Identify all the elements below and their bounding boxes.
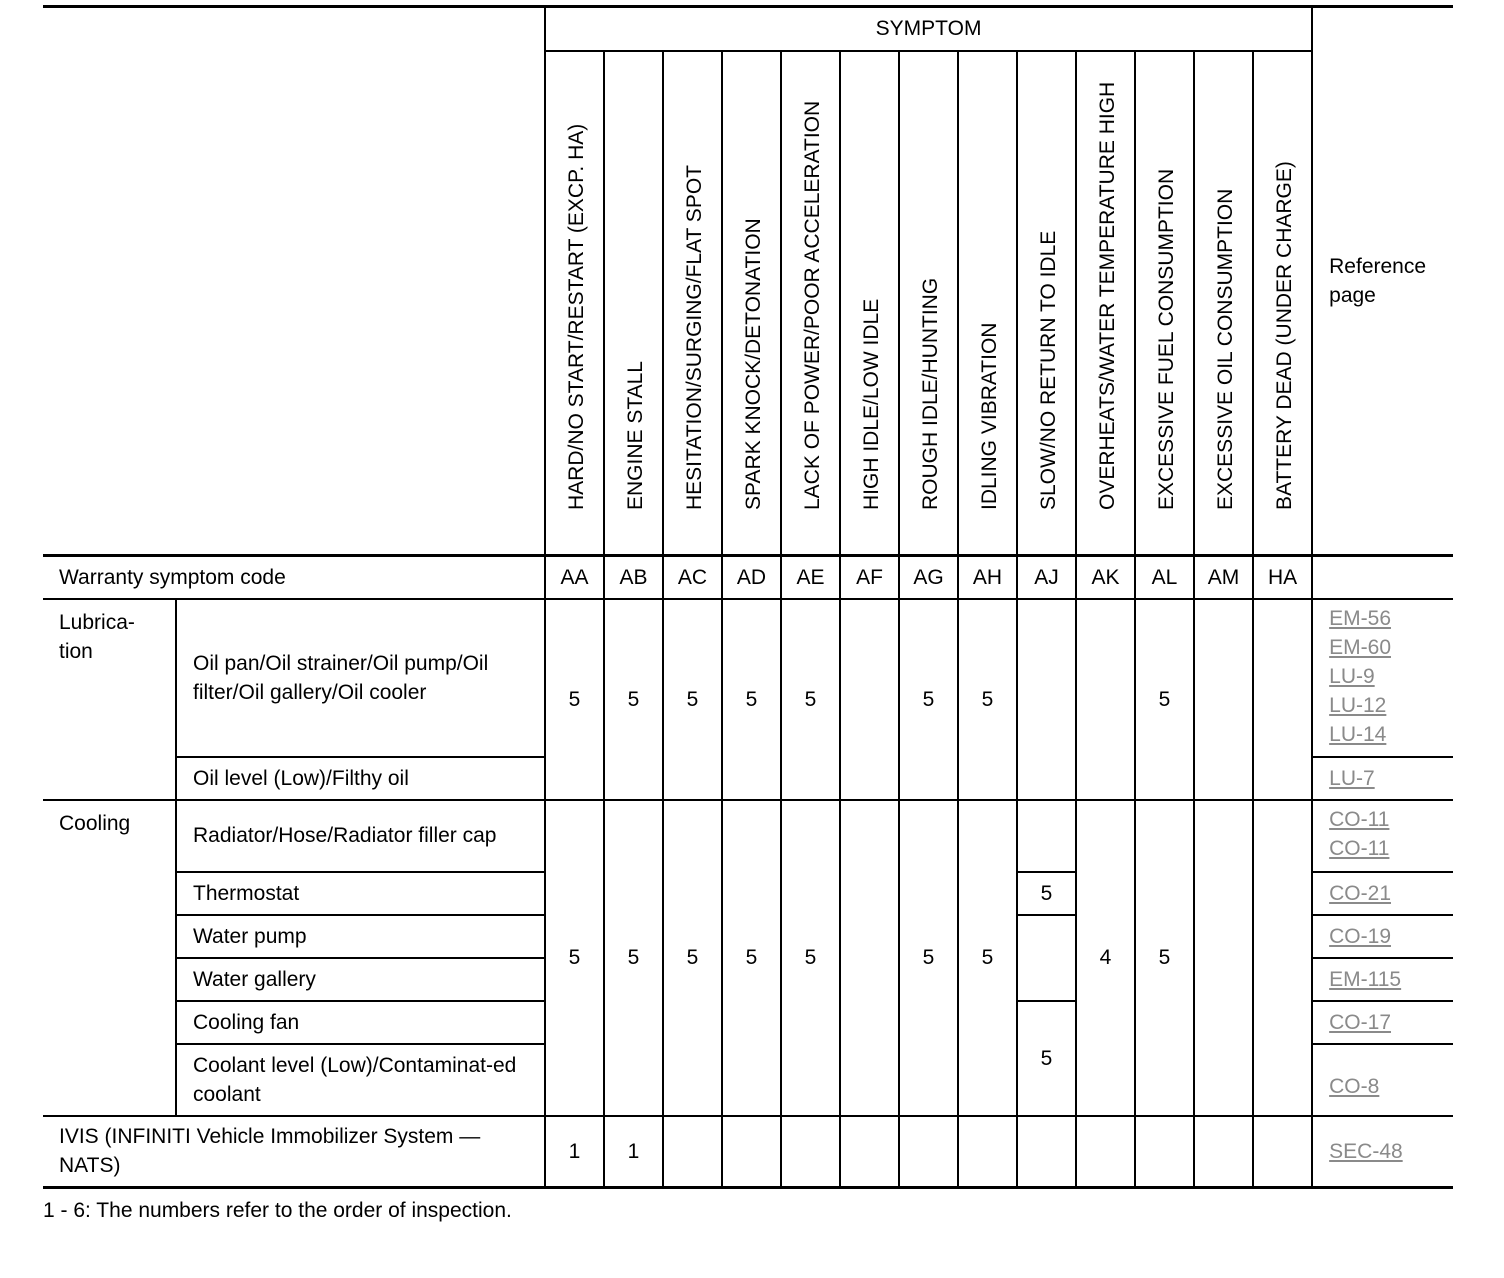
value-cell-aj-thermostat: 5 [1017,872,1076,915]
symptom-label: ROUGH IDLE/HUNTING [918,277,942,510]
value-cell: 5 [1135,800,1194,1116]
symptom-header-cell [545,51,604,556]
symptom-label: ENGINE STALL [623,361,647,510]
ref-cell [1312,1116,1453,1188]
symptom-header-cell [722,51,781,556]
value-cell: 1 [545,1116,604,1188]
symptom-header-cell [1194,51,1253,556]
symptom-table [43,5,1453,1189]
group-lubrication [43,599,176,800]
symptom-title: SYMPTOM [545,7,1312,51]
item-ivis-label: IVIS (INFINITI Vehicle Immobilizer System — NATS) [59,1125,481,1178]
warranty-code: AC [663,556,722,599]
symptom-label: SLOW/NO RETURN TO IDLE [1036,230,1060,510]
warranty-code: AE [781,556,840,599]
symptom-label: IDLING VIBRATION [977,322,1001,510]
value-cell: 5 [604,800,663,1116]
value-cell: 5 [958,800,1017,1116]
reference-page-title: Reference page [1329,255,1427,307]
ref-link[interactable]: CO-8 [1329,1075,1380,1098]
value-cell [1194,800,1253,1116]
warranty-label: Warranty symptom code [43,556,545,599]
value-cell [722,1116,781,1188]
symptom-header-cell [958,51,1017,556]
symptom-label: EXCESSIVE FUEL CONSUMPTION [1154,168,1178,510]
value-cell: 5 [722,800,781,1116]
ref-link[interactable]: EM-60 [1329,635,1391,659]
item-oil-level: Oil level (Low)/Filthy oil [176,757,545,800]
item-coolant-level [176,1044,545,1116]
item-oil-pan: Oil pan/Oil strainer/Oil pump/Oil filter/Oil gallery/Oil cooler [176,599,545,757]
ref-link[interactable]: EM-115 [1329,967,1402,991]
warranty-code: AB [604,556,663,599]
value-cell: 5 [899,800,958,1116]
symptom-header-cell [781,51,840,556]
value-cell: 4 [1076,800,1135,1116]
symptom-header-cell [840,51,899,556]
warranty-code: AH [958,556,1017,599]
ref-link[interactable]: CO-11 [1329,836,1390,860]
value-cell [781,1116,840,1188]
symptom-label: LACK OF POWER/POOR ACCELERATION [800,100,824,510]
symptom-label: BATTERY DEAD (UNDER CHARGE) [1272,161,1296,510]
value-cell: 5 [663,599,722,800]
symptom-label: HIGH IDLE/LOW IDLE [859,298,883,510]
value-cell [1017,1116,1076,1188]
value-cell [1253,1116,1312,1188]
value-cell: 5 [722,599,781,800]
reference-page-header [1312,7,1453,556]
value-cell [1194,599,1253,800]
ref-link[interactable]: SEC-48 [1329,1139,1403,1163]
ref-cell [1312,872,1453,915]
symptom-label: OVERHEATS/WATER TEMPERATURE HIGH [1095,81,1119,510]
value-cell [840,1116,899,1188]
warranty-code: AG [899,556,958,599]
ref-cell [1312,915,1453,958]
warranty-code: AM [1194,556,1253,599]
value-cell-aj-radiator [1017,800,1076,872]
warranty-code: HA [1253,556,1312,599]
value-cell [1194,1116,1253,1188]
ref-link[interactable]: EM-56 [1329,606,1391,630]
symptom-header-cell [1253,51,1312,556]
ref-link[interactable]: LU-7 [1329,766,1375,790]
warranty-code: AD [722,556,781,599]
ref-link[interactable]: LU-14 [1329,722,1387,746]
value-cell [1076,1116,1135,1188]
ref-link[interactable]: CO-17 [1329,1010,1391,1034]
value-cell: 5 [545,599,604,800]
value-cell: 5 [781,599,840,800]
warranty-code: AJ [1017,556,1076,599]
value-cell: 5 [1135,599,1194,800]
ref-cell [1312,599,1453,757]
warranty-code: AL [1135,556,1194,599]
value-cell [663,1116,722,1188]
symptom-header-cell [1076,51,1135,556]
group-lubrication-label: Lubrica-tion [59,610,135,663]
symptom-label: SPARK KNOCK/DETONATION [741,218,765,510]
value-cell [1135,1116,1194,1188]
value-cell [840,800,899,1116]
symptom-label: HARD/NO START/RESTART (EXCP. HA) [564,123,588,510]
header-blank-cell [43,7,545,556]
value-cell: 1 [604,1116,663,1188]
item-coolant-level-label: Coolant level (Low)/Contaminat-ed coolant [193,1053,517,1106]
ref-link[interactable]: LU-12 [1329,693,1387,717]
value-cell [1253,800,1312,1116]
group-cooling: Cooling [43,800,176,1116]
symptom-header-cell [1135,51,1194,556]
warranty-code: AK [1076,556,1135,599]
value-cell [840,599,899,800]
ref-cell [1312,757,1453,800]
item-radiator: Radiator/Hose/Radiator filler cap [176,800,545,872]
warranty-code: AA [545,556,604,599]
symptom-label: EXCESSIVE OIL CONSUMPTION [1213,188,1237,510]
symptom-label: HESITATION/SURGING/FLAT SPOT [682,165,706,510]
value-cell: 5 [663,800,722,1116]
ref-link[interactable]: CO-19 [1329,924,1391,948]
value-cell: 5 [604,599,663,800]
value-cell-aj-fan-coolant: 5 [1017,1001,1076,1116]
value-cell: 5 [545,800,604,1116]
ref-link[interactable]: LU-9 [1329,664,1375,688]
footnote: 1 - 6: The numbers refer to the order of inspection. [43,1199,512,1222]
value-cell: 5 [958,599,1017,800]
value-cell [958,1116,1017,1188]
value-cell-aj-pump-gallery [1017,915,1076,1001]
symptom-header-cell [899,51,958,556]
value-cell [1076,599,1135,800]
warranty-code: AF [840,556,899,599]
ref-link[interactable]: CO-11 [1329,807,1390,831]
item-cooling-fan: Cooling fan [176,1001,545,1044]
value-cell: 5 [781,800,840,1116]
value-cell [1253,599,1312,800]
ref-link[interactable]: CO-21 [1329,881,1391,905]
value-cell [899,1116,958,1188]
ref-cell [1312,1044,1453,1116]
symptom-header-cell [663,51,722,556]
value-cell [1017,599,1076,800]
value-cell: 5 [899,599,958,800]
item-water-gallery: Water gallery [176,958,545,1001]
item-thermostat: Thermostat [176,872,545,915]
symptom-header-cell [1017,51,1076,556]
symptom-header-cell [604,51,663,556]
item-water-pump: Water pump [176,915,545,958]
ref-cell [1312,1001,1453,1044]
warranty-ref-blank [1312,556,1453,599]
ref-cell [1312,958,1453,1001]
item-ivis [43,1116,545,1188]
ref-cell [1312,800,1453,872]
